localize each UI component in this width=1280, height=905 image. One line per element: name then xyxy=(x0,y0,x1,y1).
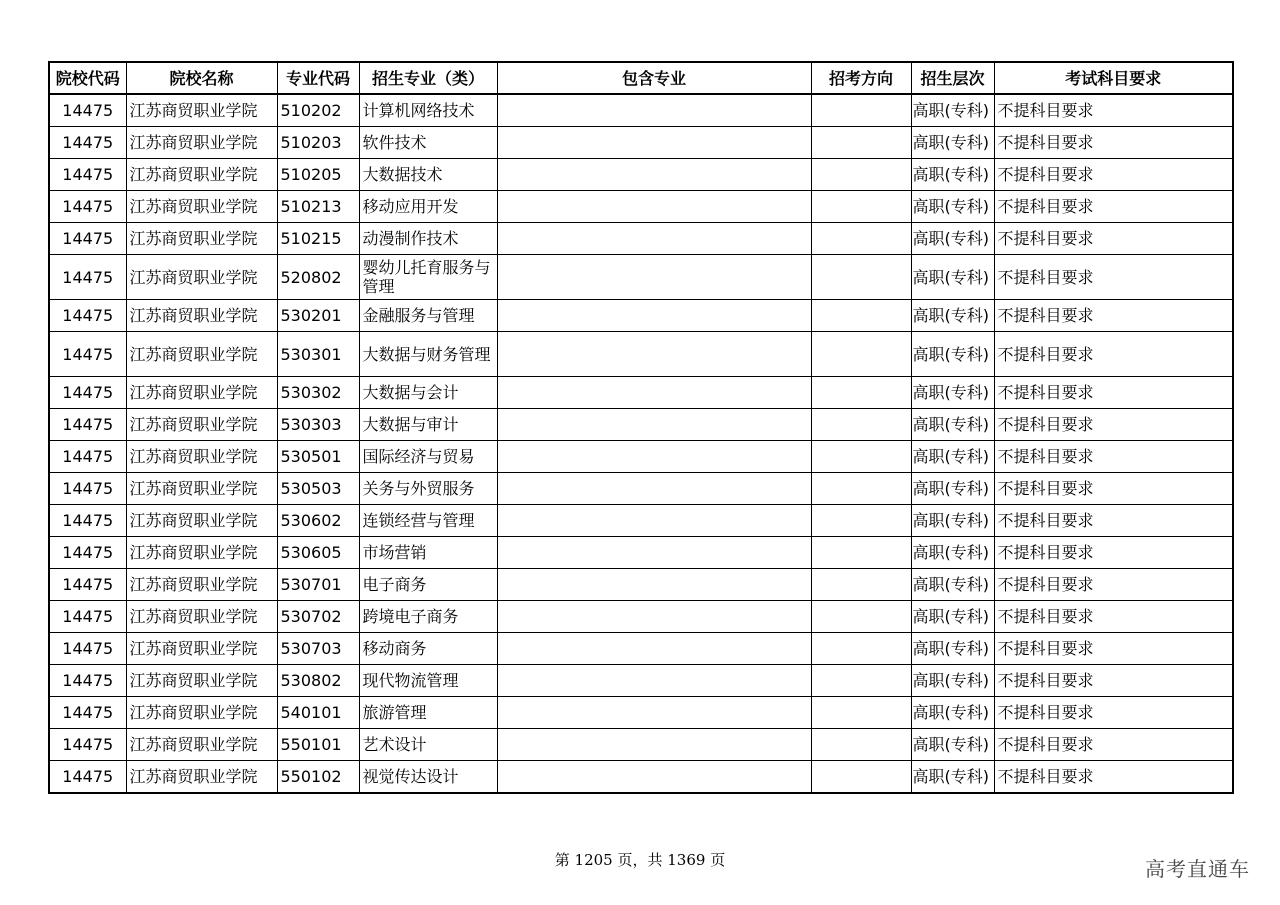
cell-school-name: 江苏商贸职业学院 xyxy=(126,377,277,409)
cell-major: 市场营销 xyxy=(359,537,497,569)
cell-included-majors xyxy=(497,127,811,159)
cell-school-name: 江苏商贸职业学院 xyxy=(126,697,277,729)
cell-school-name: 江苏商贸职业学院 xyxy=(126,729,277,761)
cell-level: 高职(专科) xyxy=(911,761,994,794)
cell-school-name: 江苏商贸职业学院 xyxy=(126,537,277,569)
cell-level: 高职(专科) xyxy=(911,537,994,569)
cell-direction xyxy=(811,127,911,159)
cell-included-majors xyxy=(497,473,811,505)
cell-school-name: 江苏商贸职业学院 xyxy=(126,473,277,505)
cell-level: 高职(专科) xyxy=(911,569,994,601)
cell-included-majors xyxy=(497,665,811,697)
cell-subject-requirements: 不提科目要求 xyxy=(994,409,1233,441)
cell-direction xyxy=(811,159,911,191)
table-row xyxy=(49,441,1233,473)
cell-major-code: 550102 xyxy=(277,761,359,794)
cell-school-name: 江苏商贸职业学院 xyxy=(126,159,277,191)
cell-level: 高职(专科) xyxy=(911,255,994,300)
cell-school-code: 14475 xyxy=(49,441,126,473)
table-row xyxy=(49,332,1233,377)
cell-included-majors xyxy=(497,94,811,127)
cell-subject-requirements: 不提科目要求 xyxy=(994,473,1233,505)
cell-direction xyxy=(811,729,911,761)
header-subject-requirements: 考试科目要求 xyxy=(994,62,1233,94)
cell-school-code: 14475 xyxy=(49,537,126,569)
cell-level: 高职(专科) xyxy=(911,697,994,729)
cell-level: 高职(专科) xyxy=(911,94,994,127)
table-row xyxy=(49,633,1233,665)
cell-subject-requirements: 不提科目要求 xyxy=(994,300,1233,332)
cell-included-majors xyxy=(497,537,811,569)
cell-major-code: 510202 xyxy=(277,94,359,127)
table-row xyxy=(49,94,1233,127)
cell-major: 计算机网络技术 xyxy=(359,94,497,127)
cell-major-code: 530302 xyxy=(277,377,359,409)
cell-major: 视觉传达设计 xyxy=(359,761,497,794)
cell-major: 连锁经营与管理 xyxy=(359,505,497,537)
cell-level: 高职(专科) xyxy=(911,300,994,332)
watermark: 高考直通车 xyxy=(1145,857,1250,881)
cell-level: 高职(专科) xyxy=(911,332,994,377)
cell-school-name: 江苏商贸职业学院 xyxy=(126,94,277,127)
cell-major: 金融服务与管理 xyxy=(359,300,497,332)
cell-major: 婴幼儿托育服务与管理 xyxy=(359,255,497,300)
cell-level: 高职(专科) xyxy=(911,729,994,761)
cell-school-code: 14475 xyxy=(49,761,126,794)
cell-level: 高职(专科) xyxy=(911,441,994,473)
cell-included-majors xyxy=(497,255,811,300)
cell-school-code: 14475 xyxy=(49,729,126,761)
cell-major: 大数据与财务管理 xyxy=(359,332,497,377)
cell-school-code: 14475 xyxy=(49,255,126,300)
cell-school-code: 14475 xyxy=(49,159,126,191)
cell-major-code: 510213 xyxy=(277,191,359,223)
table-body xyxy=(49,94,1233,793)
cell-level: 高职(专科) xyxy=(911,409,994,441)
cell-included-majors xyxy=(497,300,811,332)
cell-school-code: 14475 xyxy=(49,377,126,409)
cell-direction xyxy=(811,537,911,569)
cell-school-code: 14475 xyxy=(49,633,126,665)
admissions-table xyxy=(48,61,1234,794)
cell-level: 高职(专科) xyxy=(911,191,994,223)
cell-major-code: 510203 xyxy=(277,127,359,159)
cell-school-name: 江苏商贸职业学院 xyxy=(126,601,277,633)
cell-major-code: 550101 xyxy=(277,729,359,761)
table-row xyxy=(49,223,1233,255)
cell-major: 电子商务 xyxy=(359,569,497,601)
cell-major: 跨境电子商务 xyxy=(359,601,497,633)
cell-direction xyxy=(811,191,911,223)
cell-direction xyxy=(811,223,911,255)
table-row xyxy=(49,377,1233,409)
header-school-name: 院校名称 xyxy=(126,62,277,94)
cell-major-code: 530602 xyxy=(277,505,359,537)
cell-school-code: 14475 xyxy=(49,332,126,377)
cell-level: 高职(专科) xyxy=(911,127,994,159)
table-row xyxy=(49,537,1233,569)
cell-school-name: 江苏商贸职业学院 xyxy=(126,300,277,332)
cell-major-code: 530605 xyxy=(277,537,359,569)
cell-school-code: 14475 xyxy=(49,473,126,505)
table-row xyxy=(49,473,1233,505)
table-row xyxy=(49,697,1233,729)
cell-school-code: 14475 xyxy=(49,697,126,729)
cell-major-code: 530501 xyxy=(277,441,359,473)
cell-major: 国际经济与贸易 xyxy=(359,441,497,473)
cell-subject-requirements: 不提科目要求 xyxy=(994,761,1233,794)
header-school-code: 院校代码 xyxy=(49,62,126,94)
cell-major-code: 530301 xyxy=(277,332,359,377)
cell-level: 高职(专科) xyxy=(911,601,994,633)
cell-direction xyxy=(811,505,911,537)
cell-level: 高职(专科) xyxy=(911,665,994,697)
cell-major-code: 530701 xyxy=(277,569,359,601)
table-row xyxy=(49,409,1233,441)
cell-major: 关务与外贸服务 xyxy=(359,473,497,505)
cell-included-majors xyxy=(497,505,811,537)
cell-school-name: 江苏商贸职业学院 xyxy=(126,633,277,665)
cell-major-code: 520802 xyxy=(277,255,359,300)
cell-major-code: 530702 xyxy=(277,601,359,633)
cell-level: 高职(专科) xyxy=(911,159,994,191)
cell-direction xyxy=(811,300,911,332)
cell-subject-requirements: 不提科目要求 xyxy=(994,697,1233,729)
cell-major: 旅游管理 xyxy=(359,697,497,729)
cell-included-majors xyxy=(497,377,811,409)
cell-subject-requirements: 不提科目要求 xyxy=(994,601,1233,633)
cell-school-code: 14475 xyxy=(49,127,126,159)
table-row xyxy=(49,127,1233,159)
cell-direction xyxy=(811,633,911,665)
cell-subject-requirements: 不提科目要求 xyxy=(994,191,1233,223)
cell-direction xyxy=(811,409,911,441)
table-row xyxy=(49,505,1233,537)
cell-school-name: 江苏商贸职业学院 xyxy=(126,441,277,473)
cell-level: 高职(专科) xyxy=(911,377,994,409)
cell-subject-requirements: 不提科目要求 xyxy=(994,569,1233,601)
cell-direction xyxy=(811,569,911,601)
cell-major-code: 530802 xyxy=(277,665,359,697)
cell-subject-requirements: 不提科目要求 xyxy=(994,255,1233,300)
cell-direction xyxy=(811,377,911,409)
cell-included-majors xyxy=(497,441,811,473)
cell-direction xyxy=(811,332,911,377)
cell-school-code: 14475 xyxy=(49,665,126,697)
cell-included-majors xyxy=(497,223,811,255)
header-included-majors: 包含专业 xyxy=(497,62,811,94)
cell-major-code: 530303 xyxy=(277,409,359,441)
cell-included-majors xyxy=(497,332,811,377)
cell-major-code: 510215 xyxy=(277,223,359,255)
cell-major: 大数据技术 xyxy=(359,159,497,191)
cell-subject-requirements: 不提科目要求 xyxy=(994,377,1233,409)
cell-included-majors xyxy=(497,633,811,665)
cell-major-code: 530703 xyxy=(277,633,359,665)
page-number: 第 1205 页，共 1369 页 xyxy=(554,851,726,869)
cell-level: 高职(专科) xyxy=(911,473,994,505)
cell-level: 高职(专科) xyxy=(911,223,994,255)
cell-included-majors xyxy=(497,409,811,441)
header-major-code: 专业代码 xyxy=(277,62,359,94)
cell-school-code: 14475 xyxy=(49,300,126,332)
cell-included-majors xyxy=(497,159,811,191)
cell-subject-requirements: 不提科目要求 xyxy=(994,94,1233,127)
cell-school-name: 江苏商贸职业学院 xyxy=(126,409,277,441)
cell-included-majors xyxy=(497,697,811,729)
cell-school-code: 14475 xyxy=(49,191,126,223)
cell-school-name: 江苏商贸职业学院 xyxy=(126,255,277,300)
cell-school-code: 14475 xyxy=(49,569,126,601)
cell-school-code: 14475 xyxy=(49,94,126,127)
cell-subject-requirements: 不提科目要求 xyxy=(994,729,1233,761)
cell-direction xyxy=(811,665,911,697)
table-row xyxy=(49,761,1233,794)
cell-school-name: 江苏商贸职业学院 xyxy=(126,223,277,255)
cell-included-majors xyxy=(497,569,811,601)
header-level: 招生层次 xyxy=(911,62,994,94)
cell-major: 移动应用开发 xyxy=(359,191,497,223)
cell-school-name: 江苏商贸职业学院 xyxy=(126,332,277,377)
cell-major: 现代物流管理 xyxy=(359,665,497,697)
cell-subject-requirements: 不提科目要求 xyxy=(994,223,1233,255)
cell-major-code: 530201 xyxy=(277,300,359,332)
cell-subject-requirements: 不提科目要求 xyxy=(994,159,1233,191)
header-row xyxy=(49,62,1233,94)
cell-subject-requirements: 不提科目要求 xyxy=(994,441,1233,473)
cell-major: 移动商务 xyxy=(359,633,497,665)
cell-direction xyxy=(811,94,911,127)
table-row xyxy=(49,729,1233,761)
cell-direction xyxy=(811,697,911,729)
table-row xyxy=(49,191,1233,223)
table-row xyxy=(49,665,1233,697)
cell-major: 软件技术 xyxy=(359,127,497,159)
cell-school-code: 14475 xyxy=(49,409,126,441)
cell-major: 动漫制作技术 xyxy=(359,223,497,255)
table-row xyxy=(49,159,1233,191)
table-row xyxy=(49,300,1233,332)
cell-direction xyxy=(811,473,911,505)
cell-subject-requirements: 不提科目要求 xyxy=(994,633,1233,665)
header-direction: 招考方向 xyxy=(811,62,911,94)
cell-subject-requirements: 不提科目要求 xyxy=(994,332,1233,377)
cell-major-code: 510205 xyxy=(277,159,359,191)
table-row xyxy=(49,569,1233,601)
cell-direction xyxy=(811,255,911,300)
cell-school-name: 江苏商贸职业学院 xyxy=(126,505,277,537)
cell-school-name: 江苏商贸职业学院 xyxy=(126,569,277,601)
cell-school-code: 14475 xyxy=(49,223,126,255)
cell-major: 大数据与审计 xyxy=(359,409,497,441)
cell-direction xyxy=(811,601,911,633)
header-major: 招生专业（类） xyxy=(359,62,497,94)
cell-school-name: 江苏商贸职业学院 xyxy=(126,665,277,697)
cell-school-code: 14475 xyxy=(49,505,126,537)
cell-major: 艺术设计 xyxy=(359,729,497,761)
cell-school-name: 江苏商贸职业学院 xyxy=(126,127,277,159)
cell-subject-requirements: 不提科目要求 xyxy=(994,665,1233,697)
cell-major-code: 530503 xyxy=(277,473,359,505)
cell-included-majors xyxy=(497,191,811,223)
cell-direction xyxy=(811,441,911,473)
cell-direction xyxy=(811,761,911,794)
cell-level: 高职(专科) xyxy=(911,505,994,537)
cell-included-majors xyxy=(497,761,811,794)
cell-school-code: 14475 xyxy=(49,601,126,633)
cell-school-name: 江苏商贸职业学院 xyxy=(126,191,277,223)
cell-major-code: 540101 xyxy=(277,697,359,729)
cell-subject-requirements: 不提科目要求 xyxy=(994,537,1233,569)
cell-included-majors xyxy=(497,729,811,761)
table-row xyxy=(49,601,1233,633)
cell-major: 大数据与会计 xyxy=(359,377,497,409)
cell-subject-requirements: 不提科目要求 xyxy=(994,505,1233,537)
cell-included-majors xyxy=(497,601,811,633)
table-row xyxy=(49,255,1233,300)
cell-level: 高职(专科) xyxy=(911,633,994,665)
cell-subject-requirements: 不提科目要求 xyxy=(994,127,1233,159)
cell-school-name: 江苏商贸职业学院 xyxy=(126,761,277,794)
